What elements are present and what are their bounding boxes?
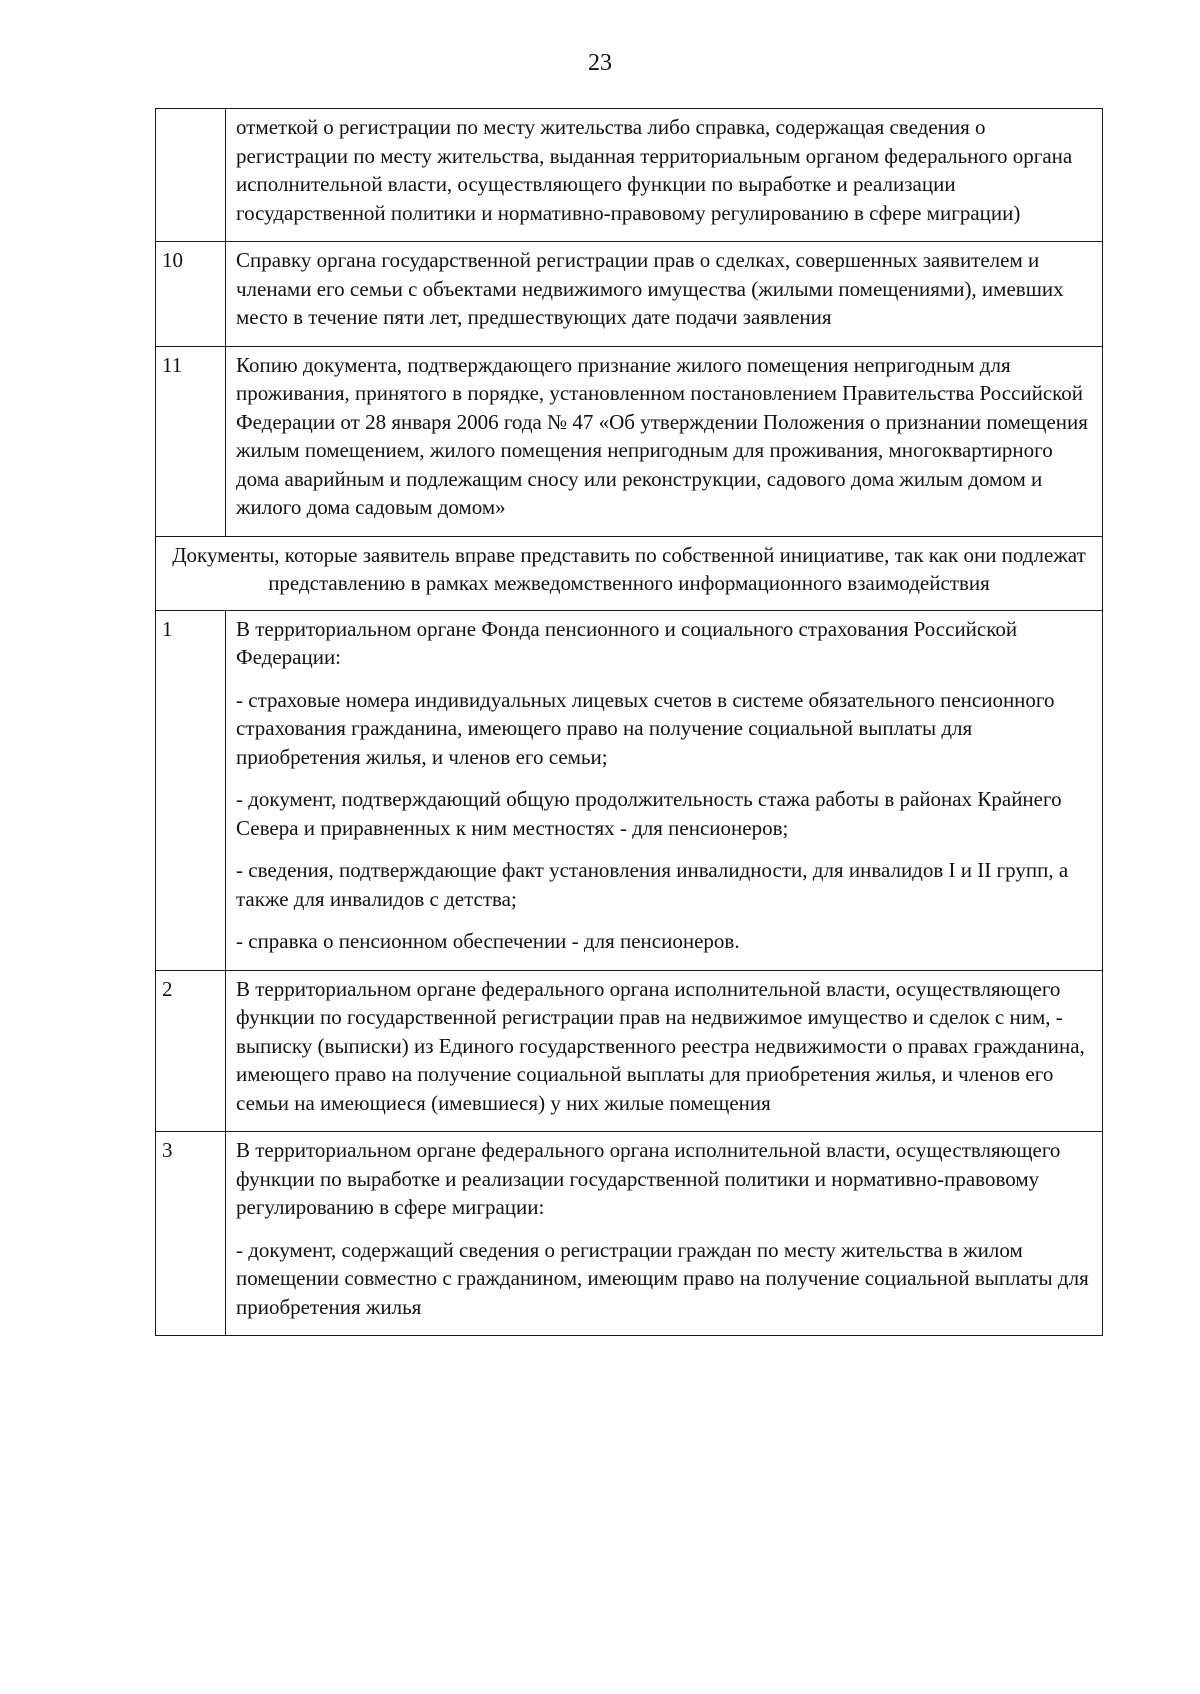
row-number: 2 xyxy=(156,970,226,1132)
row-paragraph: В территориальном органе федерального органа исполнительной власти, осуществляющего функции по государственной регистрации прав на недвижимое имущество и сделок с ним, - выписку (выписки) из Единого государственного реестра недвижимости о правах гражданина, имеющего право на получение социальной выплаты для приобретения жилья, и членов его семьи на имеющиеся (имевшиеся) у них жилые помещения xyxy=(236,976,1085,1115)
section-header-row xyxy=(156,536,1103,610)
row-number: 3 xyxy=(156,1132,226,1336)
row-paragraph: Копию документа, подтверждающего признание жилого помещения непригодным для проживания, принятого в порядке, установленном постановлением Правительства Российской Федерации от 28 января 2006 года № 47 «Об утверждении Положения о признании помещения жилым помещением, жилого помещения непригодным для проживания, многоквартирного дома аварийным и подлежащим сносу или реконструкции, садового дома жилым домом и жилого дома садовым домом» xyxy=(236,352,1088,519)
table-row xyxy=(156,109,1103,242)
row-number: 1 xyxy=(156,610,226,970)
row-paragraph: - документ, содержащий сведения о регистрации граждан по месту жительства в жилом помещении совместно с гражданином, имеющим право на получение социальной выплаты для приобретения жилья xyxy=(236,1237,1089,1319)
table-row xyxy=(156,970,1103,1132)
row-paragraph: - документ, подтверждающий общую продолжительность стажа работы в районах Крайнего Севера и приравненных к ним местностях - для пенсионеров; xyxy=(236,787,1062,840)
table-row xyxy=(156,346,1103,536)
row-text xyxy=(226,109,1103,242)
page-number: 23 xyxy=(588,50,612,76)
row-text xyxy=(226,610,1103,970)
table-row xyxy=(156,610,1103,970)
table-row xyxy=(156,1132,1103,1336)
row-number: 10 xyxy=(156,242,226,347)
row-text xyxy=(226,1132,1103,1336)
row-paragraph: отметкой о регистрации по месту жительства либо справка, содержащая сведения о регистрации по месту жительства, выданная территориальным органом федерального органа исполнительной власти, осуществляющего функции по выработке и реализации государственной политики и нормативно-правовому регулированию в сфере миграции) xyxy=(236,115,1073,225)
row-text xyxy=(226,242,1103,347)
row-paragraph: - справка о пенсионном обеспечении - для пенсионеров. xyxy=(236,929,740,953)
row-paragraph: В территориальном органе федерального органа исполнительной власти, осуществляющего функции по выработке и реализации государственной политики и нормативно-правовому регулированию в сфере миграции: xyxy=(236,1138,1061,1219)
row-paragraph: - сведения, подтверждающие факт установления инвалидности, для инвалидов I и II групп, а также для инвалидов с детства; xyxy=(236,858,1069,911)
row-paragraph: Справку органа государственной регистрации прав о сделках, совершенных заявителем и членами его семьи с объектами недвижимого имущества (жилыми помещениями), имевших место в течение пяти лет, предшествующих дате подачи заявления xyxy=(236,248,1064,329)
row-text xyxy=(226,970,1103,1132)
row-number xyxy=(156,109,226,242)
row-number: 11 xyxy=(156,346,226,536)
row-text xyxy=(226,346,1103,536)
documents-table xyxy=(155,108,1103,1336)
row-paragraph: - страховые номера индивидуальных лицевых счетов в системе обязательного пенсионного страхования гражданина, имеющего право на получение социальной выплаты для приобретения жилья, и членов его семьи; xyxy=(236,687,1055,769)
row-paragraph: В территориальном органе Фонда пенсионного и социального страхования Российской Федерации: xyxy=(236,616,1018,669)
section-header: Документы, которые заявитель вправе представить по собственной инициативе, так как они подлежат представлению в рамках межведомственного информационного взаимодействия xyxy=(156,536,1103,610)
table-row xyxy=(156,242,1103,347)
